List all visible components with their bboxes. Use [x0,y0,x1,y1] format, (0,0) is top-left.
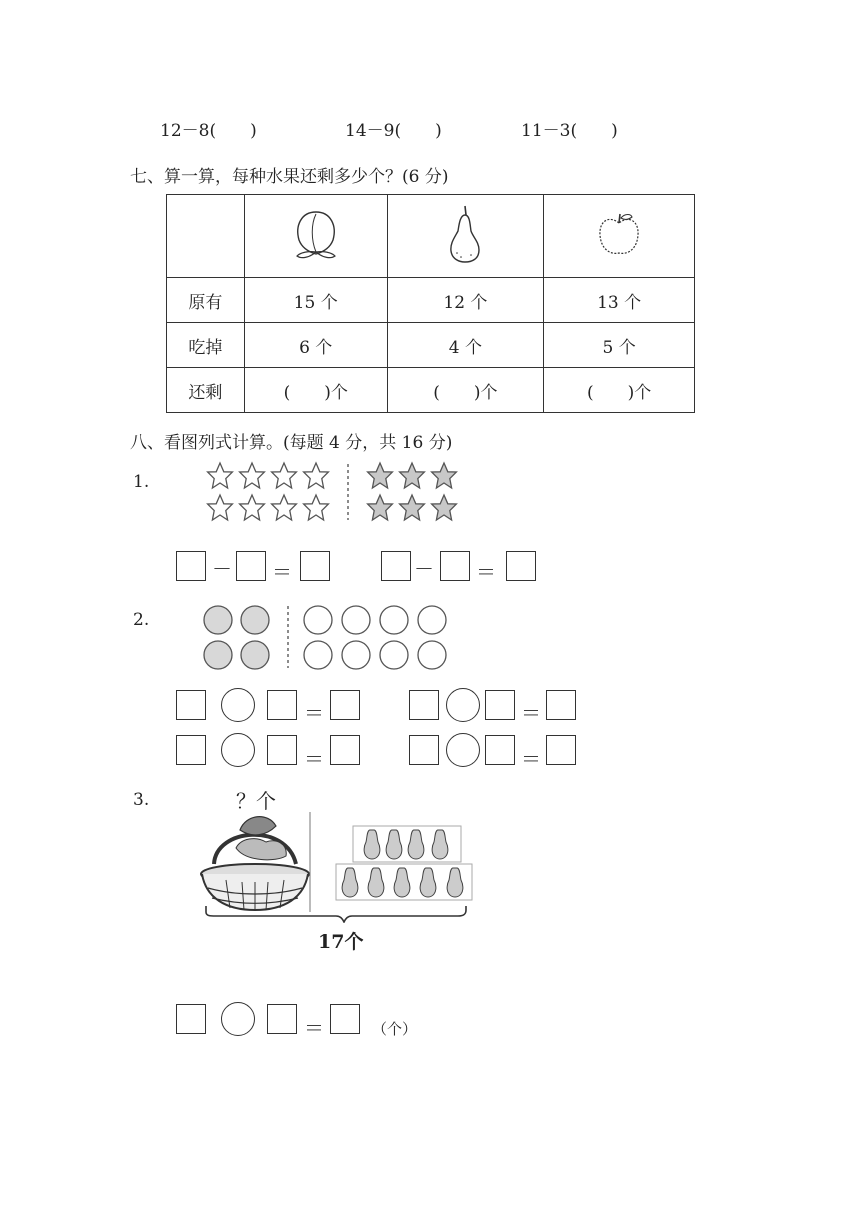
operator-circle[interactable] [221,1002,255,1036]
row-label: 还剩 [167,368,245,413]
answer-box[interactable] [381,551,411,581]
value-cell: 4 个 [387,323,544,368]
answer-box[interactable] [300,551,330,581]
answer-box[interactable] [176,735,206,765]
pear-cell [387,195,544,278]
circles-figure [200,602,450,672]
answer-box[interactable] [546,690,576,720]
section8-title: 八、看图列式计算。(每题 4 分，共 16 分) [130,433,453,453]
answer-box[interactable] [485,735,515,765]
equals-sign: ＝ [304,1016,324,1040]
table-row-original [167,278,695,323]
answer-box[interactable] [330,1004,360,1034]
minus-sign: － [212,557,232,581]
peach-cell [244,195,387,278]
operator-circle[interactable] [221,733,255,767]
answer-box[interactable] [176,551,206,581]
equals-sign: ＝ [304,747,324,771]
value-cell: 5 个 [544,323,695,368]
row-label: 原有 [167,278,245,323]
equals-sign: ＝ [272,560,292,584]
outlined-stars [208,463,329,520]
answer-box[interactable] [176,1004,206,1034]
answer-cell[interactable]: ( )个 [244,368,387,413]
answer-box[interactable] [409,690,439,720]
equals-sign: ＝ [521,747,541,771]
exercise-11-3: 11－3( ) [521,121,618,141]
section7-title: 七、算一算，每种水果还剩多少个？(6 分) [130,167,449,187]
apple-icon [594,209,644,259]
answer-box[interactable] [330,690,360,720]
shaded-stars [368,463,457,520]
value-cell: 12 个 [387,278,544,323]
blank-header-cell [167,195,245,278]
value-cell: 15 个 [244,278,387,323]
shaded-circles [204,606,269,669]
unit-label: （个） [372,1020,418,1038]
question-2-number: 2. [133,610,150,630]
answer-box[interactable] [546,735,576,765]
answer-box[interactable] [176,690,206,720]
answer-box[interactable] [267,1004,297,1034]
peach-icon [291,204,341,264]
value-cell: 6 个 [244,323,387,368]
exercise-12-8: 12－8( ) [160,121,257,141]
pear-group [336,826,472,900]
question-label: ？个 [236,789,276,813]
total-label: 17个 [318,931,364,953]
table-row-eaten [167,323,695,368]
exercise-14-9: 14－9( ) [345,121,442,141]
minus-sign: － [414,557,434,581]
question-3-number: 3. [133,790,150,810]
answer-box[interactable] [440,551,470,581]
equals-sign: ＝ [304,701,324,725]
stars-figure [200,458,470,524]
apple-cell [544,195,695,278]
answer-box[interactable] [506,551,536,581]
answer-box[interactable] [485,690,515,720]
pear-icon [445,203,485,265]
row-label: 吃掉 [167,323,245,368]
basket-icon [201,817,309,910]
fruit-table [166,194,695,413]
answer-box[interactable] [267,735,297,765]
basket-pears-figure [196,808,486,923]
outlined-circles [304,606,446,669]
answer-box[interactable] [330,735,360,765]
equals-sign: ＝ [476,560,496,584]
answer-cell[interactable]: ( )个 [387,368,544,413]
table-header-row [167,195,695,278]
value-cell: 13 个 [544,278,695,323]
operator-circle[interactable] [221,688,255,722]
operator-circle[interactable] [446,688,480,722]
table-row-remaining [167,368,695,413]
answer-cell[interactable]: ( )个 [544,368,695,413]
answer-box[interactable] [236,551,266,581]
equals-sign: ＝ [521,701,541,725]
question-1-number: 1. [133,472,150,492]
answer-box[interactable] [267,690,297,720]
answer-box[interactable] [409,735,439,765]
operator-circle[interactable] [446,733,480,767]
